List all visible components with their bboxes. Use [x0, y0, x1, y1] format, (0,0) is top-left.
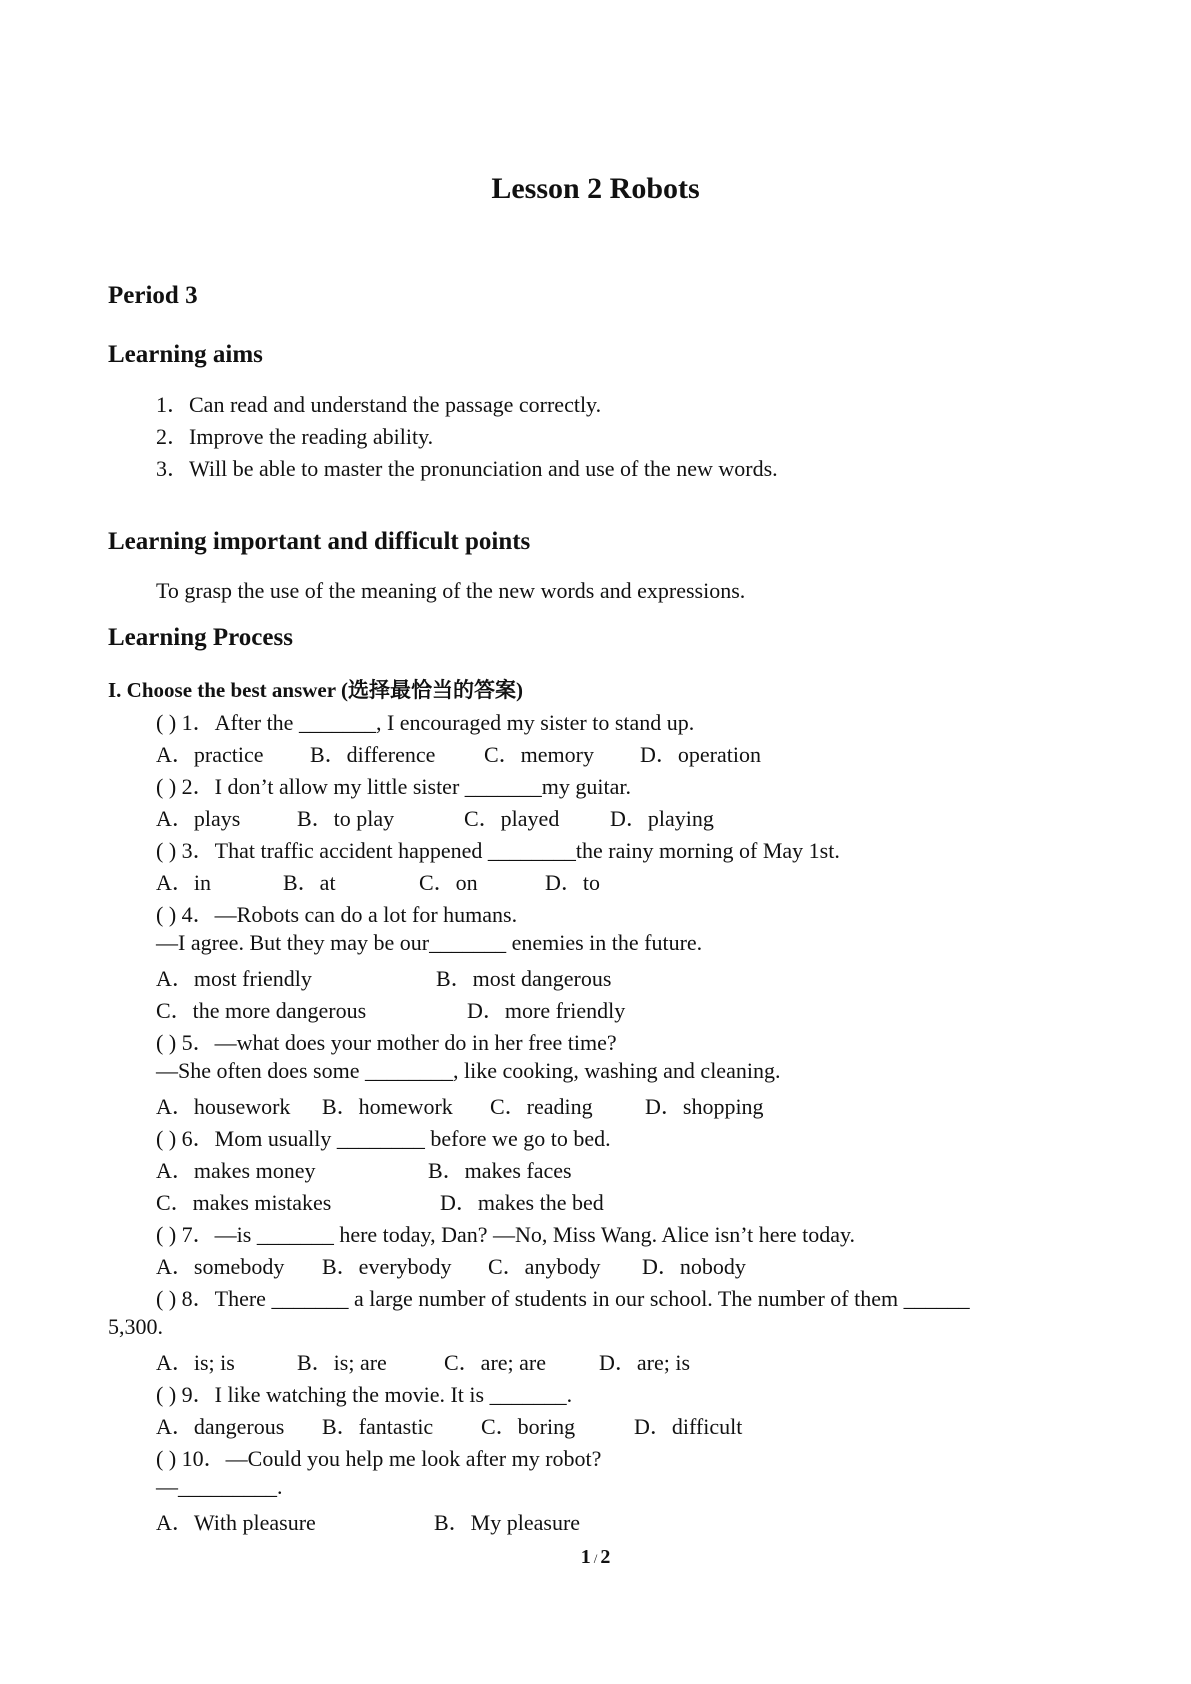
section-title: I. Choose the best answer (选择最恰当的答案): [108, 678, 523, 702]
option: B．homework: [322, 1094, 453, 1119]
question-stem: ( ) 4．—Robots can do a lot for humans.: [156, 902, 518, 927]
option: C．are; are: [444, 1350, 546, 1375]
option: A．most friendly: [156, 966, 312, 991]
page-total: 2: [600, 1546, 611, 1568]
option: B．most dangerous: [436, 966, 612, 991]
option: A．plays: [156, 806, 241, 831]
option: B．is; are: [297, 1350, 387, 1375]
option: D．to: [545, 870, 601, 895]
question-options: [156, 1250, 746, 1281]
option: D．shopping: [645, 1094, 764, 1119]
option: C．anybody: [488, 1254, 601, 1279]
question-options: [156, 962, 611, 993]
option: D．operation: [640, 742, 761, 767]
option: A．is; is: [156, 1350, 235, 1375]
option: B．difference: [310, 742, 436, 767]
option: C．the more dangerous: [156, 998, 367, 1023]
question-stem: ( ) 1．After the _______, I encouraged my sister to stand up.: [156, 710, 695, 735]
question-options: [156, 994, 625, 1025]
option: A．practice: [156, 742, 264, 767]
option: A．somebody: [156, 1254, 285, 1279]
points-text: To grasp the use of the meaning of the new words and expressions.: [156, 578, 746, 603]
process-heading: Learning Process: [108, 624, 293, 651]
question-options: [156, 802, 714, 833]
question-stem: ( ) 5．—what does your mother do in her free time?: [156, 1030, 617, 1055]
option: B．My pleasure: [434, 1510, 581, 1535]
option: D．are; is: [599, 1350, 691, 1375]
period-heading: Period 3: [108, 282, 198, 309]
option: C．on: [419, 870, 478, 895]
aim-item: 3．Will be able to master the pronunciation and use of the new words.: [156, 456, 778, 481]
question-options: [156, 1346, 690, 1377]
option: B．to play: [297, 806, 395, 831]
question-stem: ( ) 10．—Could you help me look after my robot?: [156, 1446, 602, 1471]
question-stem: ( ) 2．I don’t allow my little sister _______my guitar.: [156, 774, 631, 799]
option: C．memory: [484, 742, 594, 767]
points-heading: Learning important and difficult points: [108, 528, 531, 555]
question-stem: ( ) 7．—is _______ here today, Dan? —No, Miss Wang. Alice isn’t here today.: [156, 1222, 856, 1247]
question-options: [156, 738, 761, 769]
aims-heading: Learning aims: [108, 341, 263, 368]
question-stem-continued: —I agree. But they may be our_______ enemies in the future.: [156, 930, 703, 955]
page-current: 1: [580, 1546, 591, 1568]
option: A．in: [156, 870, 212, 895]
page-separator: /: [593, 1551, 598, 1566]
question-stem: ( ) 3．That traffic accident happened ________the rainy morning of May 1st.: [156, 838, 840, 863]
question-stem: ( ) 6．Mom usually ________ before we go to bed.: [156, 1126, 611, 1151]
option: D．more friendly: [467, 998, 626, 1023]
option: A．dangerous: [156, 1414, 285, 1439]
question-options: [156, 1506, 580, 1537]
aim-item: 2．Improve the reading ability.: [156, 424, 434, 449]
option: D．difficult: [634, 1414, 743, 1439]
question-stem-continued: —She often does some ________, like cooking, washing and cleaning.: [156, 1058, 781, 1083]
option: C．makes mistakes: [156, 1190, 332, 1215]
option: C．played: [464, 806, 560, 831]
option: A．makes money: [156, 1158, 316, 1183]
option: B．everybody: [322, 1254, 452, 1279]
option: C．reading: [490, 1094, 593, 1119]
page-number: [0, 1546, 1191, 1569]
option: D．nobody: [642, 1254, 746, 1279]
option: A．With pleasure: [156, 1510, 316, 1535]
question-options: [156, 866, 600, 897]
question-options: [156, 1090, 764, 1121]
question-options: [156, 1154, 572, 1185]
option: B．fantastic: [322, 1414, 434, 1439]
question-stem: ( ) 8．There _______ a large number of students in our school. The number of them ______: [156, 1286, 970, 1311]
option: B．at: [283, 870, 336, 895]
option: D．makes the bed: [440, 1190, 604, 1215]
option: A．housework: [156, 1094, 291, 1119]
question-stem-continued: 5,300.: [108, 1314, 163, 1339]
question-stem: ( ) 9．I like watching the movie. It is _______.: [156, 1382, 573, 1407]
option: B．makes faces: [428, 1158, 572, 1183]
aim-item: 1．Can read and understand the passage correctly.: [156, 392, 602, 417]
question-options: [156, 1186, 604, 1217]
question-options: [156, 1410, 742, 1441]
question-stem-continued: —_________.: [156, 1474, 283, 1499]
option: C．boring: [481, 1414, 576, 1439]
page-title: Lesson 2 Robots: [491, 172, 700, 205]
option: D．playing: [610, 806, 714, 831]
